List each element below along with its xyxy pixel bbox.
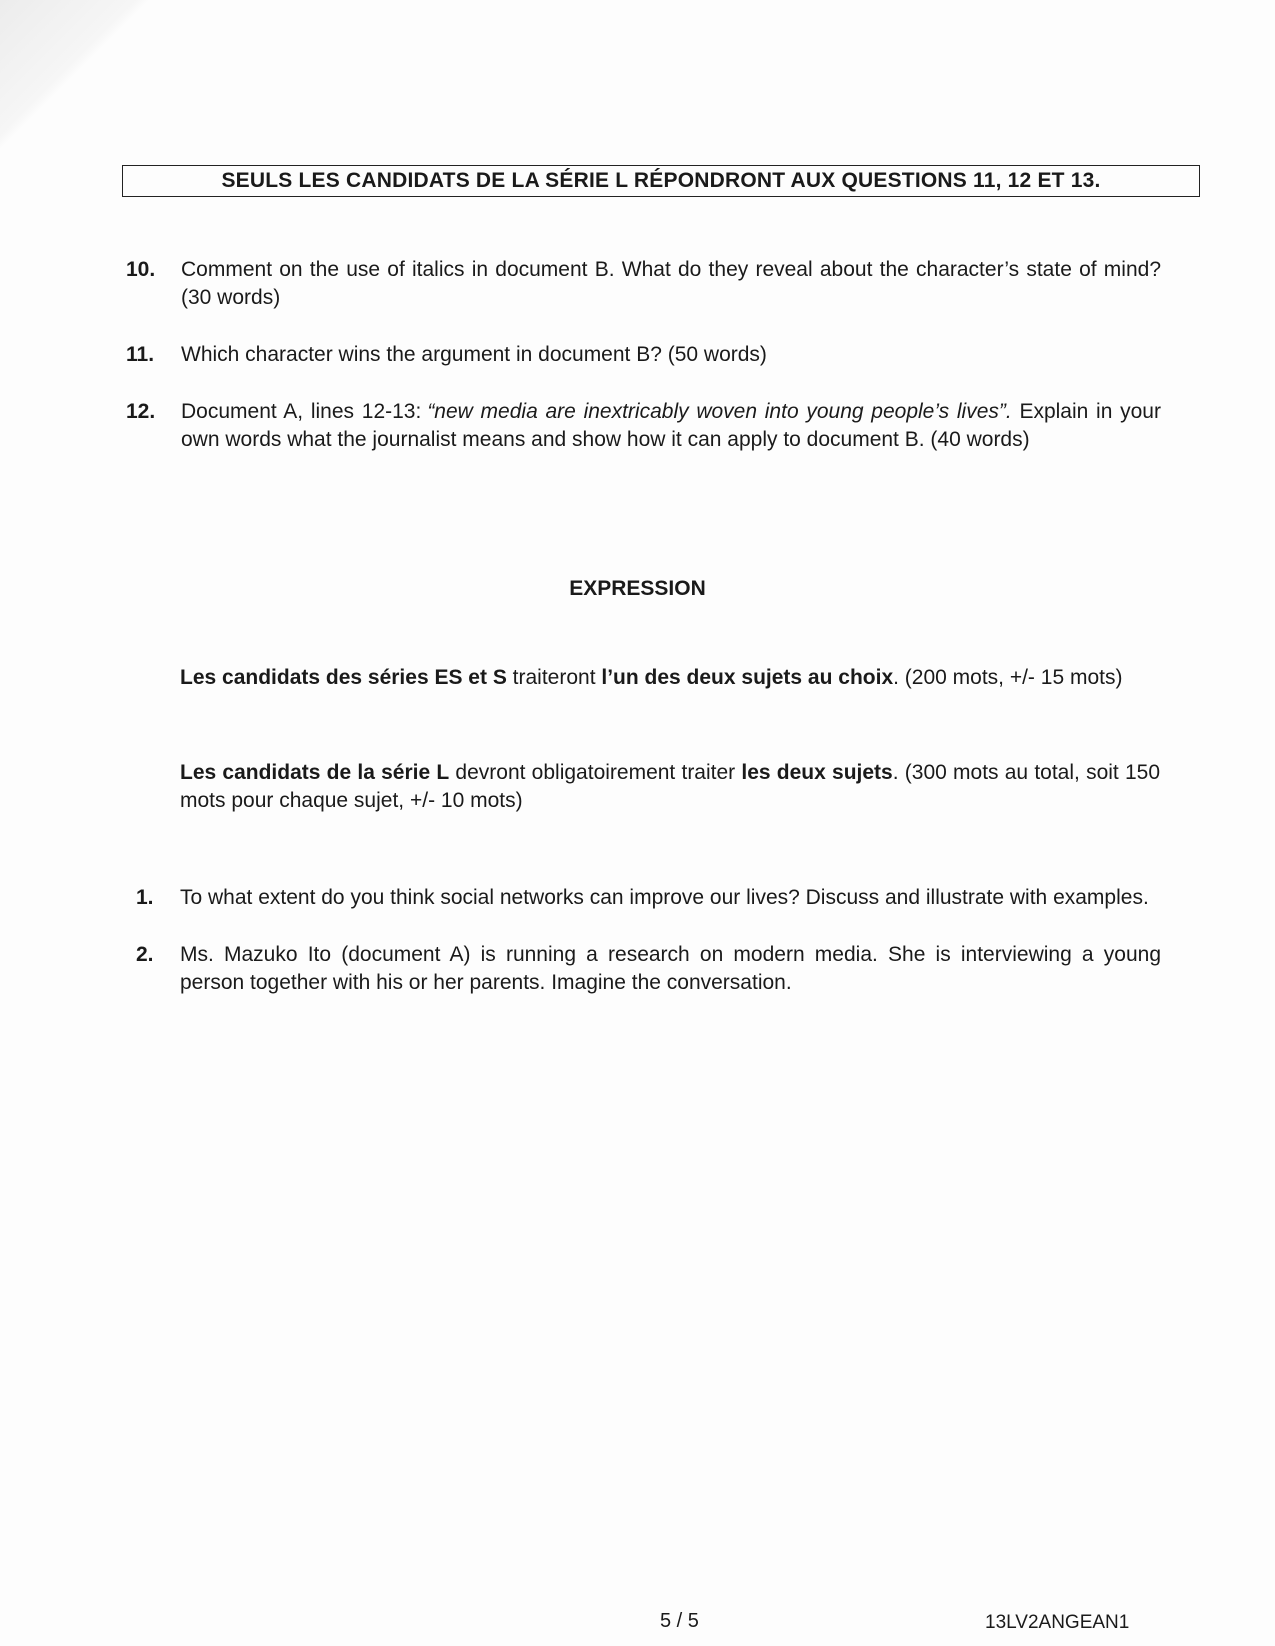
instruction-bold: les deux sujets bbox=[741, 761, 893, 784]
question-instruction: Explain in your own words what the journalist means and show how it can apply to document B. (40 words) bbox=[181, 400, 1161, 451]
instruction-bold: Les candidats des séries ES et S bbox=[180, 666, 507, 689]
subject-2 bbox=[136, 941, 1161, 997]
series-l-notice-box bbox=[122, 165, 1200, 197]
series-l-notice: SEULS LES CANDIDATS DE LA SÉRIE L RÉPONDRONT AUX QUESTIONS 11, 12 ET 13. bbox=[221, 169, 1101, 192]
question-text: Comment on the use of italics in document B. What do they reveal about the character’s state of mind? (30 words) bbox=[181, 258, 1161, 309]
subject-text: Ms. Mazuko Ito (document A) is running a research on modern media. She is interviewing a young person together with his or her parents. Imagine the conversation. bbox=[180, 943, 1161, 994]
subject-text: To what extent do you think social networks can improve our lives? Discuss and illustrate with examples. bbox=[180, 886, 1149, 909]
question-text: Which character wins the argument in document B? (50 words) bbox=[181, 343, 767, 366]
questions-list bbox=[126, 256, 1161, 483]
instruction-text: . (300 mots au total, soit 150 mots pour chaque sujet, +/- 10 mots) bbox=[180, 761, 1161, 812]
instruction-text: devront obligatoirement traiter bbox=[449, 761, 742, 784]
subject-number: 1. bbox=[136, 886, 154, 909]
document-code: 13LV2ANGEAN1 bbox=[985, 1612, 1130, 1633]
instruction-text: traiteront bbox=[506, 666, 602, 689]
question-reference: Document A, lines 12-13: bbox=[181, 400, 422, 423]
subject-1 bbox=[136, 884, 1161, 912]
question-11 bbox=[126, 341, 1161, 369]
instruction-bold: l’un des deux sujets au choix bbox=[601, 666, 894, 689]
page-number: 5 / 5 bbox=[660, 1610, 699, 1632]
subject-number: 2. bbox=[136, 943, 154, 966]
question-number: 10. bbox=[126, 258, 156, 281]
instruction-bold: Les candidats de la série L bbox=[180, 761, 450, 784]
question-number: 12. bbox=[126, 400, 156, 423]
question-quote: “new media are inextricably woven into young people’s lives”. bbox=[427, 400, 1012, 423]
paper-corner-fold bbox=[0, 0, 150, 150]
question-12 bbox=[126, 398, 1161, 454]
instruction-text: . (200 mots, +/- 15 mots) bbox=[893, 666, 1123, 689]
subjects-list bbox=[136, 884, 1161, 1026]
instruction-es-s bbox=[180, 664, 1160, 692]
instruction-l bbox=[180, 759, 1160, 815]
question-number: 11. bbox=[126, 343, 155, 366]
question-10 bbox=[126, 256, 1161, 312]
expression-title: EXPRESSION bbox=[569, 577, 706, 600]
question-text bbox=[181, 398, 1161, 454]
